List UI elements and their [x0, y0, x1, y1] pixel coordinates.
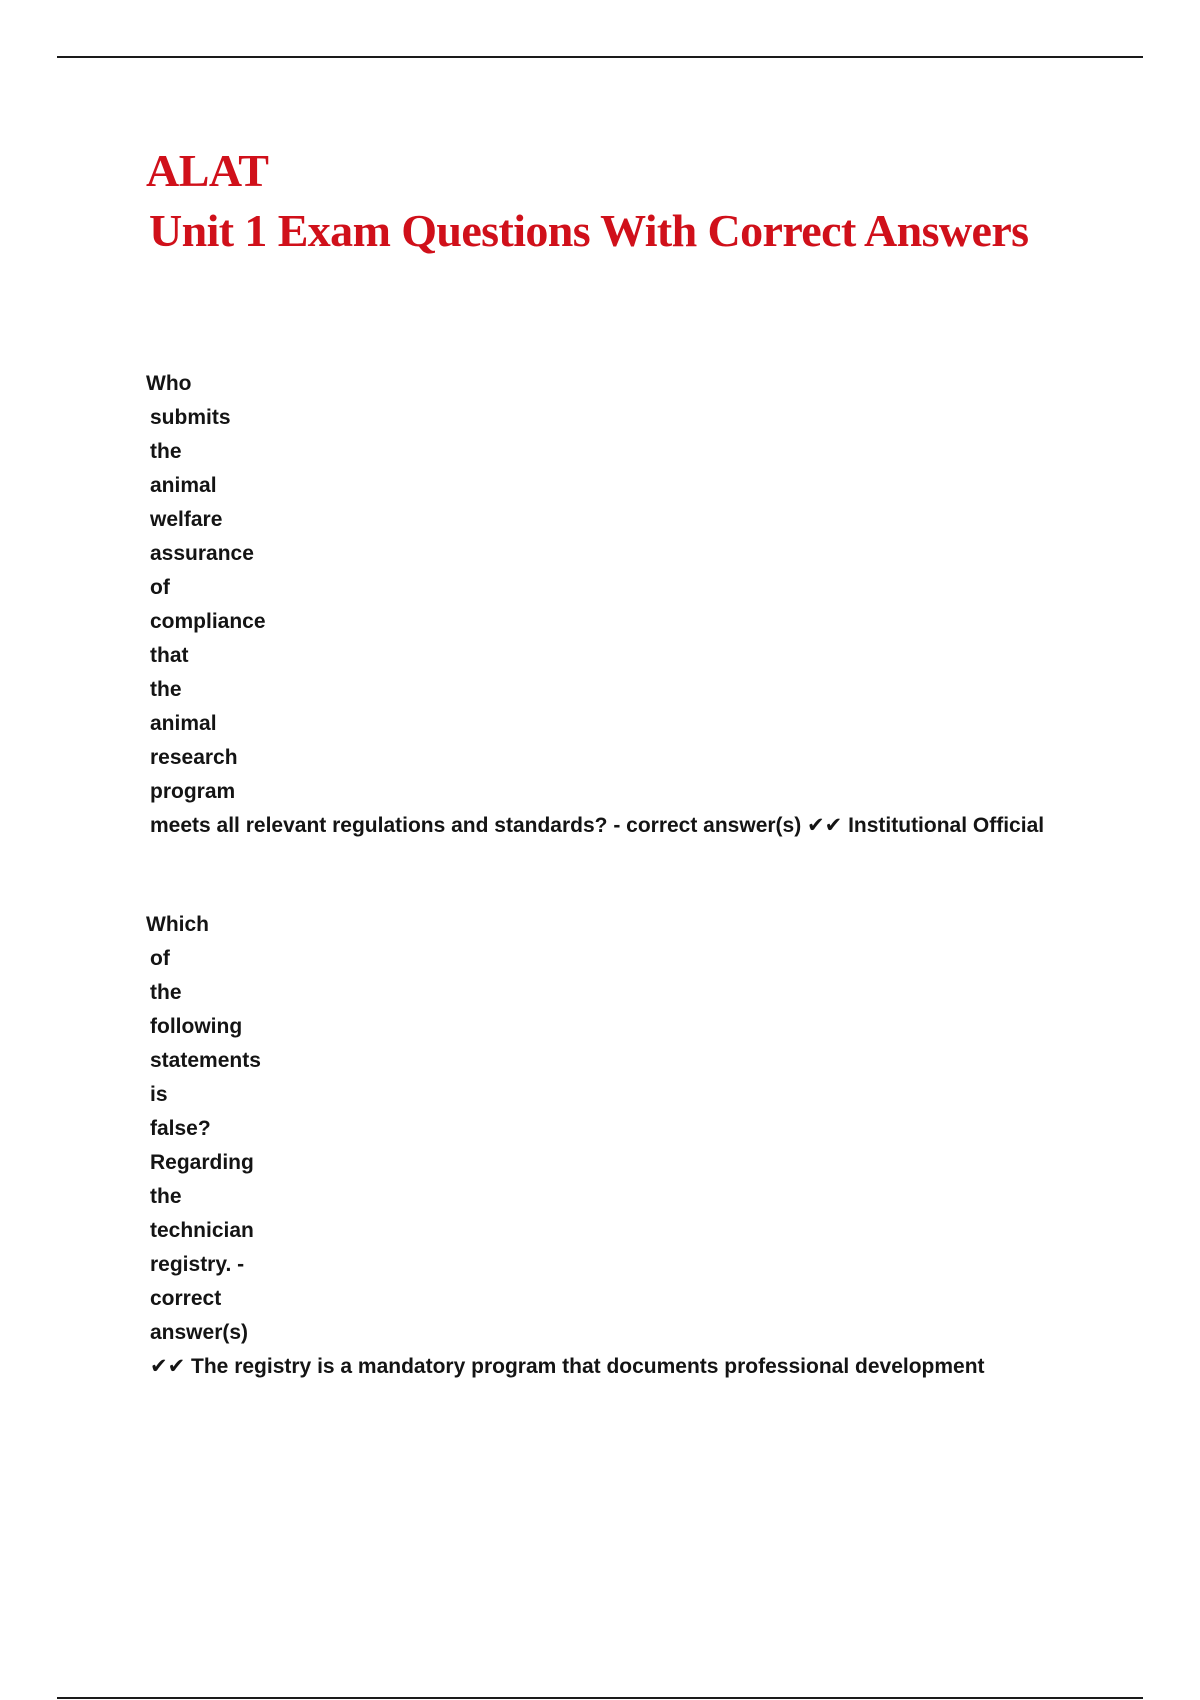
- question-1-word: research: [150, 746, 238, 769]
- question-1-word: the: [150, 678, 182, 701]
- question-block-1: [146, 367, 1146, 843]
- question-2-answer-line: ✔✔ The registry is a mandatory program that documents professional development: [150, 1355, 985, 1378]
- question-2-word: false?: [150, 1117, 211, 1140]
- question-1-word: the: [150, 440, 182, 463]
- question-1-word: submits: [150, 406, 231, 429]
- question-2-word: Which: [146, 913, 209, 936]
- question-2-word: answer(s): [150, 1321, 249, 1344]
- question-2-word: the: [150, 981, 182, 1004]
- question-1-word: that: [150, 644, 189, 667]
- question-1-word: Who: [146, 372, 192, 395]
- question-1-answer-line: meets all relevant regulations and standards? - correct answer(s) ✔✔ Institutional Official: [150, 814, 1045, 837]
- question-1-word: program: [150, 780, 236, 803]
- document-title: [146, 142, 1146, 262]
- title-line-alat: ALAT: [146, 145, 269, 196]
- question-2-word: correct: [150, 1287, 222, 1310]
- question-2-word: registry. -: [150, 1253, 245, 1276]
- question-2-word: statements: [150, 1049, 261, 1072]
- top-divider: [57, 56, 1143, 58]
- question-2-word: technician: [150, 1219, 254, 1242]
- question-1-word: animal: [150, 712, 217, 735]
- question-2-word: is: [150, 1083, 168, 1106]
- question-1-word: of: [150, 576, 170, 599]
- question-2-word: of: [150, 947, 170, 970]
- question-2-word: Regarding: [150, 1151, 254, 1174]
- question-1-word: assurance: [150, 542, 254, 565]
- question-block-2: [146, 908, 1146, 1384]
- title-line-unit: Unit 1 Exam Questions With Correct Answers: [149, 205, 1029, 256]
- question-1-word: compliance: [150, 610, 266, 633]
- question-1-word: welfare: [150, 508, 223, 531]
- question-2-word: following: [150, 1015, 243, 1038]
- question-2-word: the: [150, 1185, 182, 1208]
- question-1-word: animal: [150, 474, 217, 497]
- bottom-divider: [57, 1697, 1143, 1699]
